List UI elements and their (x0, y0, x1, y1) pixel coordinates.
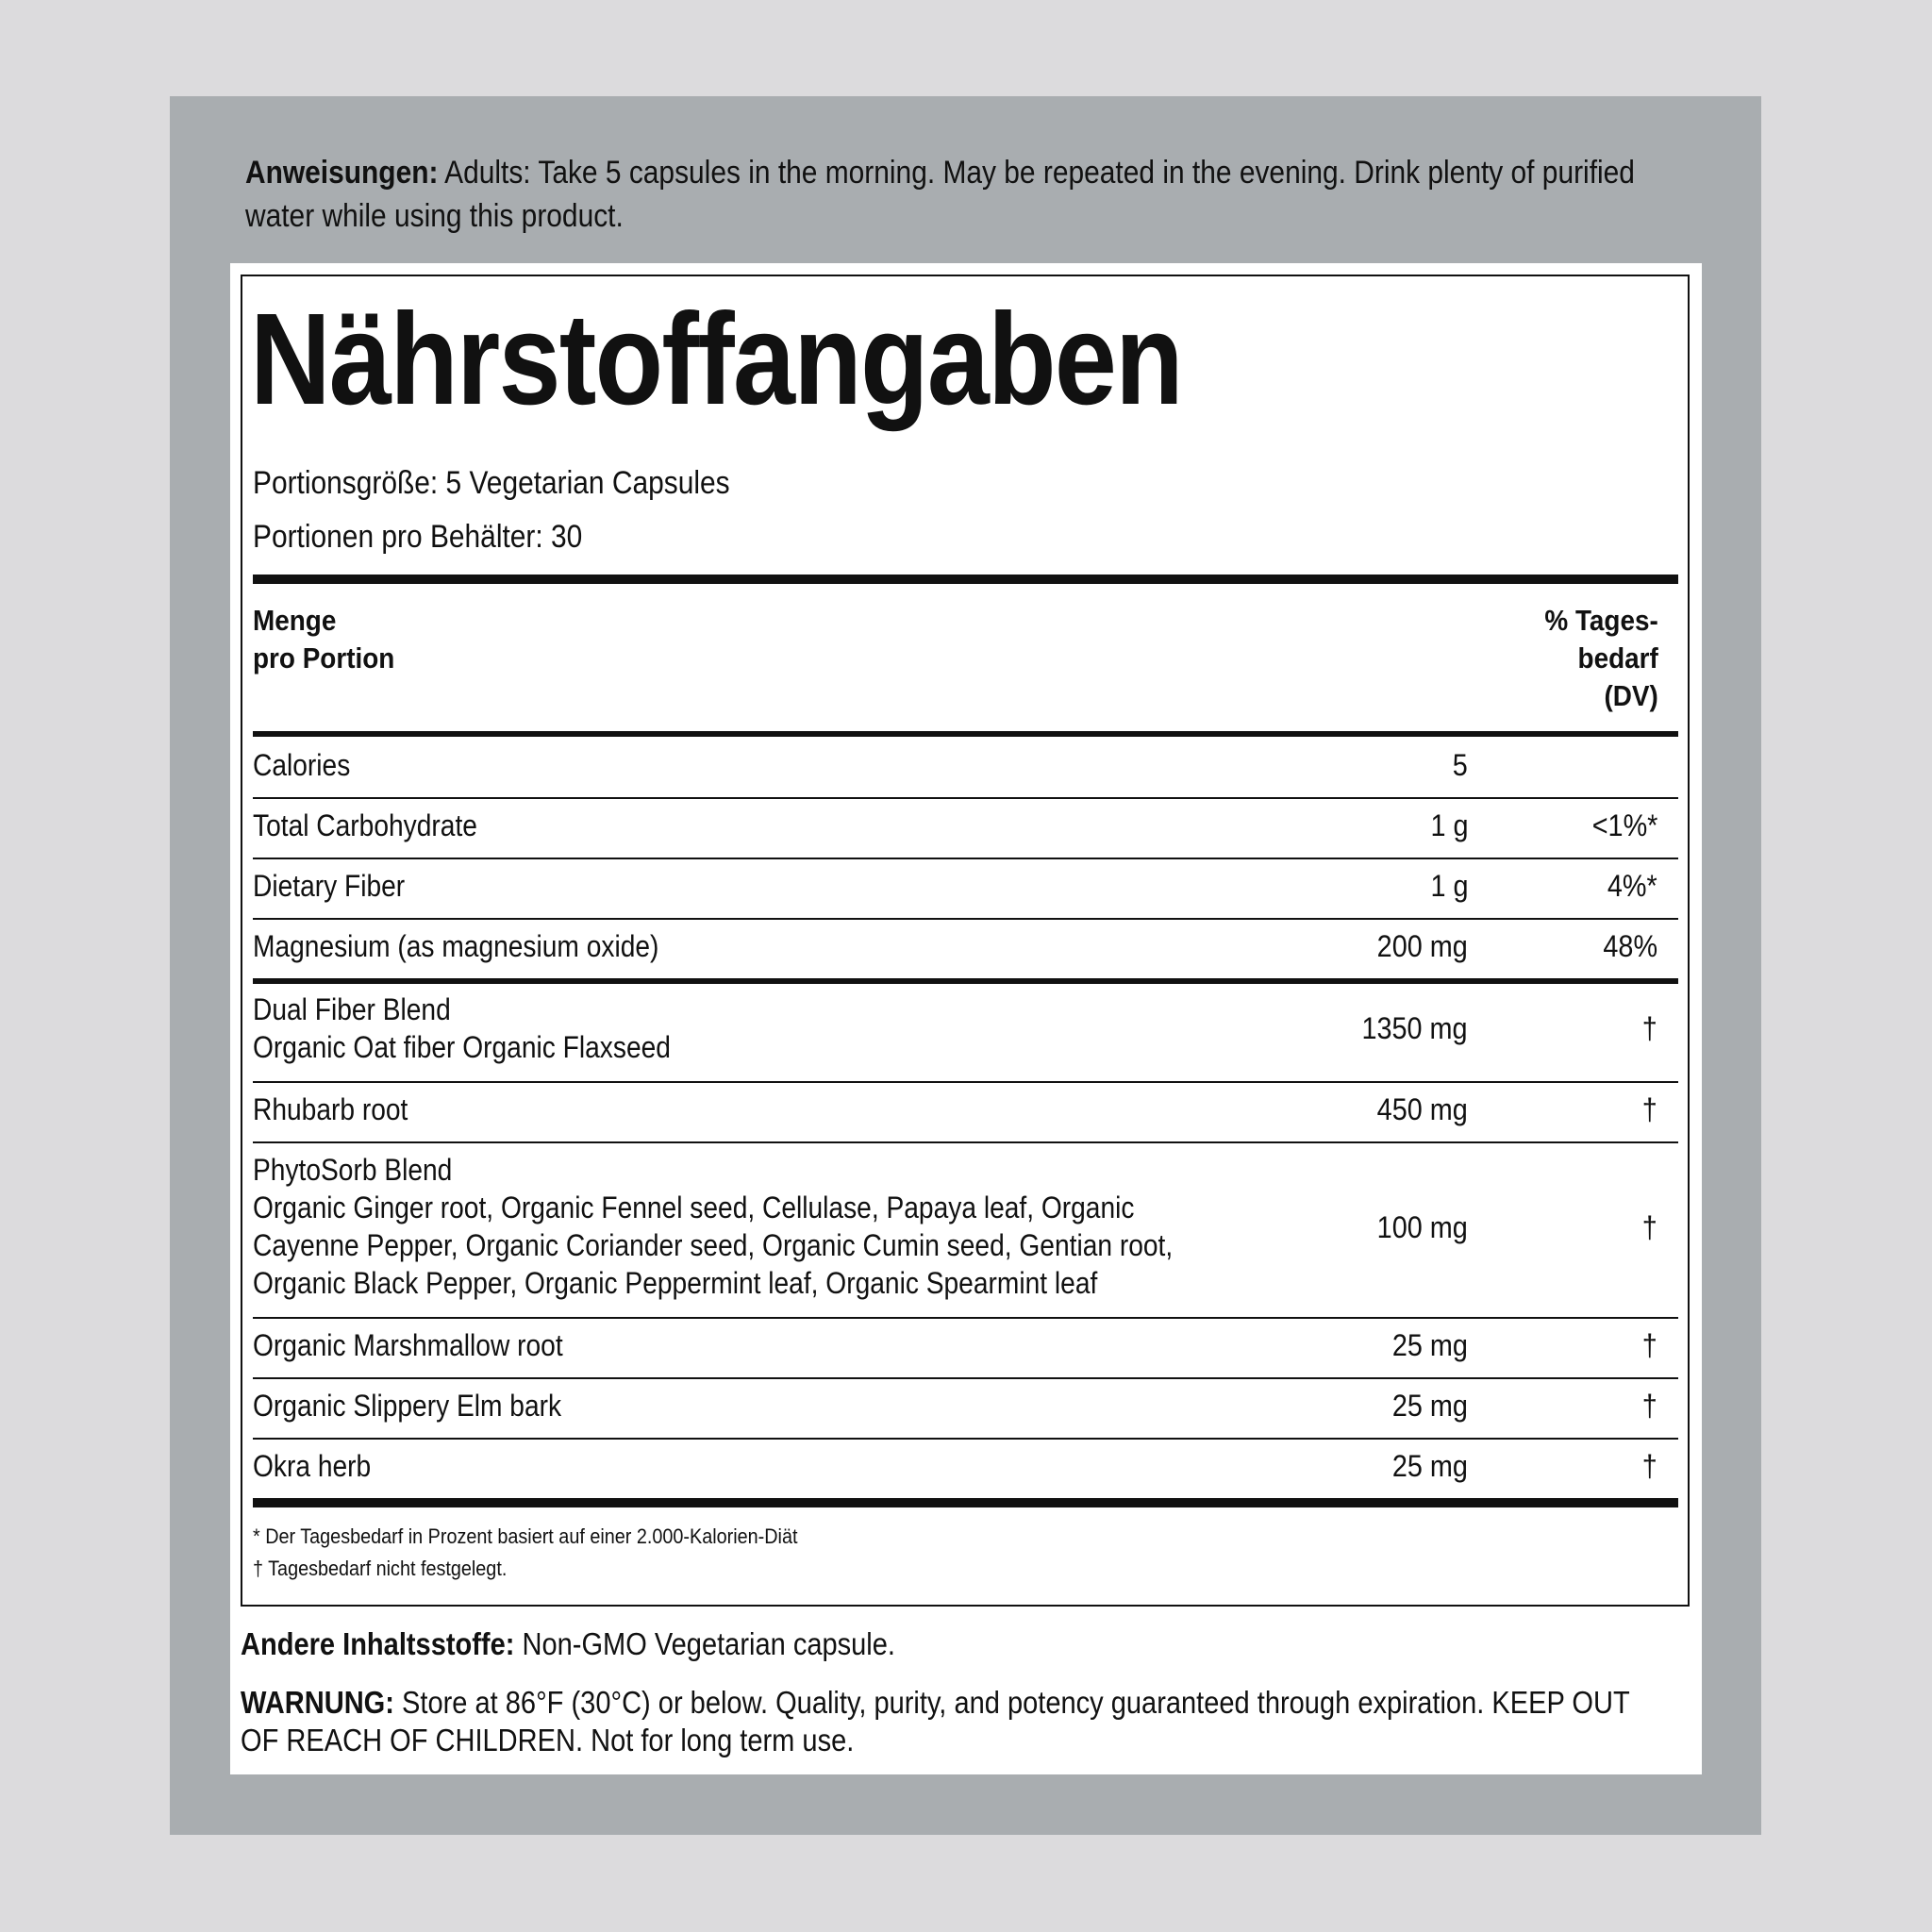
nutrient-amount: 25 mg (1391, 1328, 1468, 1362)
blend-ingredients-line1: Organic Ginger root, Organic Fennel seed, Cellulase, Papaya leaf, Organic (253, 1191, 1135, 1224)
row-divider (253, 858, 1678, 859)
row-divider (253, 918, 1678, 920)
rule-bottom (253, 1498, 1678, 1507)
other-ingredients-label: Andere Inhaltsstoffe: (241, 1626, 515, 1661)
directions-text (245, 151, 1690, 238)
servings-per-container: Portionen pro Behälter: 30 (253, 519, 583, 555)
nutrient-amount: 1 g (1429, 869, 1468, 903)
facts-title: Nährstoffangaben (250, 287, 1182, 432)
blend-ingredients-line3: Organic Black Pepper, Organic Peppermint leaf, Organic Spearmint leaf (253, 1266, 1098, 1300)
nutrient-amount: 25 mg (1391, 1389, 1468, 1423)
other-ingredients-text: Non-GMO Vegetarian capsule. (514, 1626, 895, 1661)
rule-top (253, 575, 1678, 584)
header-menge: Menge (253, 604, 337, 637)
nutrient-name (253, 1151, 1173, 1302)
nutrient-name: Calories (253, 748, 351, 782)
blend-ingredients-line2: Cayenne Pepper, Organic Coriander seed, Organic Cumin seed, Gentian root, (253, 1228, 1174, 1262)
rule-header (253, 731, 1678, 737)
warning (241, 1684, 1669, 1759)
serving-size: Portionsgröße: 5 Vegetarian Capsules (253, 465, 730, 501)
nutrient-name (253, 991, 671, 1066)
warning-label: WARNUNG: (241, 1685, 394, 1720)
blend-ingredients: Organic Oat fiber Organic Flaxseed (253, 1030, 671, 1064)
nutrient-name: Total Carbohydrate (253, 808, 477, 842)
header-dv-line1: % Tages- (1544, 604, 1658, 637)
nutrient-name: Dietary Fiber (253, 869, 406, 903)
amount-per-serving-header (253, 602, 394, 677)
nutrient-dv: † (1641, 1389, 1657, 1423)
nutrient-dv: † (1641, 1092, 1657, 1126)
nutrient-amount: 25 mg (1391, 1449, 1468, 1483)
nutrient-dv: † (1641, 1011, 1657, 1045)
header-dv-line3: (DV) (1604, 679, 1658, 712)
nutrient-amount: 450 mg (1376, 1092, 1468, 1126)
nutrient-name: Organic Slippery Elm bark (253, 1389, 562, 1423)
warning-text: Store at 86°F (30°C) or below. Quality, purity, and potency guaranteed through expiration. KEEP OUT OF REACH OF CHILDREN. Not for long term use. (241, 1685, 1630, 1757)
header-pro-portion: pro Portion (253, 641, 395, 675)
row-divider (253, 797, 1678, 799)
row-divider (253, 1438, 1678, 1440)
header-dv-line2: bedarf (1577, 641, 1658, 675)
nutrient-dv: † (1641, 1210, 1657, 1244)
blend-name: PhytoSorb Blend (253, 1153, 453, 1187)
directions-label: Anweisungen: (245, 155, 439, 191)
nutrient-name: Magnesium (as magnesium oxide) (253, 929, 659, 963)
row-divider (253, 1141, 1678, 1143)
footnote-daily-value: * Der Tagesbedarf in Prozent basiert auf einer 2.000-Kalorien-Diät (253, 1524, 798, 1548)
directions-body: Adults: Take 5 capsules in the morning. May be repeated in the evening. Drink plenty of purified water while using this product. (245, 155, 1635, 234)
row-divider (253, 1377, 1678, 1379)
nutrient-amount: 1 g (1429, 808, 1468, 842)
nutrient-amount: 5 (1452, 748, 1468, 782)
nutrient-name: Rhubarb root (253, 1092, 408, 1126)
row-divider (253, 1081, 1678, 1083)
other-ingredients (241, 1625, 1669, 1663)
nutrient-dv: 48% (1603, 929, 1657, 963)
nutrient-dv: <1%* (1591, 808, 1657, 842)
nutrient-dv: † (1641, 1328, 1657, 1362)
blend-name: Dual Fiber Blend (253, 992, 451, 1026)
nutrient-amount: 1350 mg (1361, 1011, 1468, 1045)
rule-section (253, 978, 1678, 984)
nutrient-dv: 4%* (1607, 869, 1657, 903)
nutrient-dv: † (1641, 1449, 1657, 1483)
nutrient-name: Okra herb (253, 1449, 372, 1483)
nutrient-amount: 100 mg (1376, 1210, 1468, 1244)
nutrient-name: Organic Marshmallow root (253, 1328, 563, 1362)
daily-value-header (1545, 602, 1658, 715)
row-divider (253, 1317, 1678, 1319)
nutrient-amount: 200 mg (1376, 929, 1468, 963)
footnote-dagger: † Tagesbedarf nicht festgelegt. (253, 1557, 508, 1580)
